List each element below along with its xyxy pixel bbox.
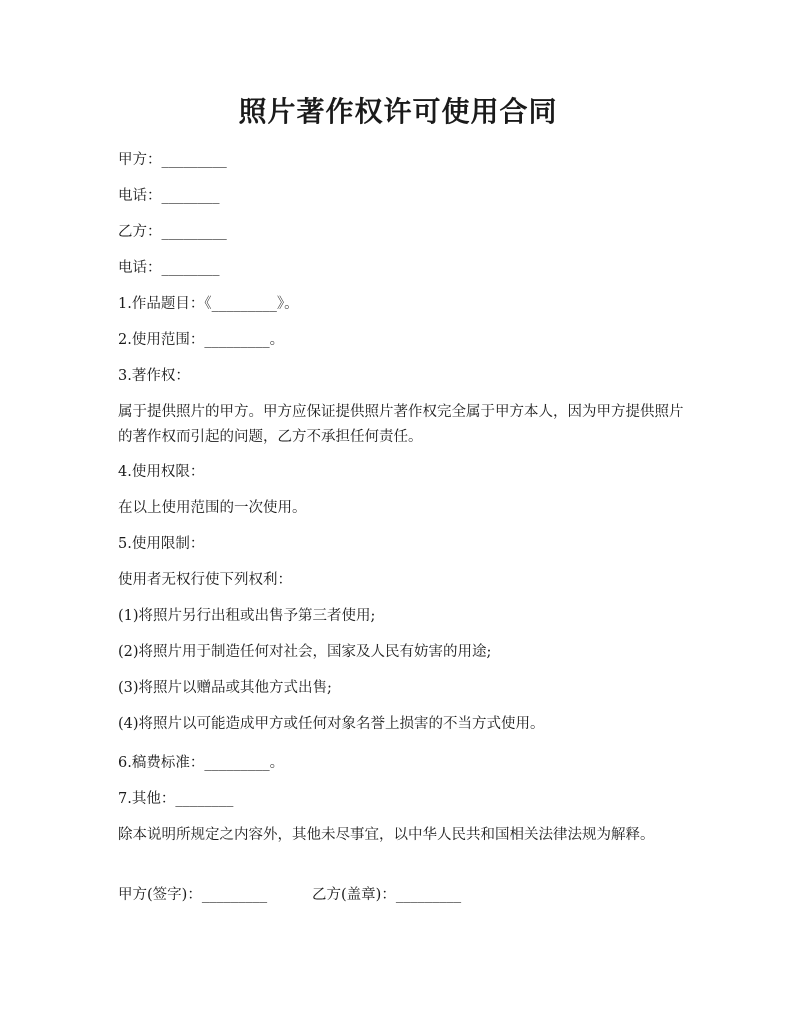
clause-7-body: 除本说明所规定之内容外，其他未尽事宜，以中华人民共和国相关法律法规为解释。 — [118, 827, 655, 843]
clause-5-intro: 使用者无权行使下列权利： — [118, 572, 292, 588]
party-a-line: 甲方：_________ — [118, 152, 227, 168]
clause-5-item: (4)将照片以可能造成甲方或任何对象名誉上损害的不当方式使用。 — [118, 716, 545, 732]
party-b-phone-line: 电话：________ — [118, 260, 220, 276]
clause-1-work-title: 1.作品题目：《_________》。 — [118, 296, 299, 312]
clause-6-fee-standard: 6.稿费标准：_________。 — [118, 755, 285, 771]
clause-2-usage-scope: 2.使用范围：_________。 — [118, 332, 285, 348]
party-b-seal: 乙方(盖章)：_________ — [312, 887, 462, 903]
clause-5-item: (2)将照片用于制造任何对社会，国家及人民有妨害的用途; — [118, 644, 492, 660]
clause-3-heading: 3.著作权： — [118, 368, 190, 384]
clause-3-body: 属于提供照片的甲方。甲方应保证提供照片著作权完全属于甲方本人，因为甲方提供照片的著作权而引起的问题，乙方不承担任何责任。 — [118, 404, 684, 445]
clause-5-item: (3)将照片以赠品或其他方式出售; — [118, 680, 332, 696]
clause-4-body: 在以上使用范围的一次使用。 — [118, 500, 307, 516]
clause-5-heading: 5.使用限制： — [118, 536, 205, 552]
document-title: 照片著作权许可使用合同 — [238, 95, 558, 128]
clause-4-heading: 4.使用权限： — [118, 464, 205, 480]
party-a-signature: 甲方(签字)：_________ — [118, 887, 268, 903]
party-b-line: 乙方：_________ — [118, 224, 227, 240]
party-a-phone-line: 电话：________ — [118, 188, 220, 204]
clause-7-other: 7.其他：________ — [118, 791, 234, 807]
clause-5-item: (1)将照片另行出租或出售予第三者使用; — [118, 608, 376, 624]
